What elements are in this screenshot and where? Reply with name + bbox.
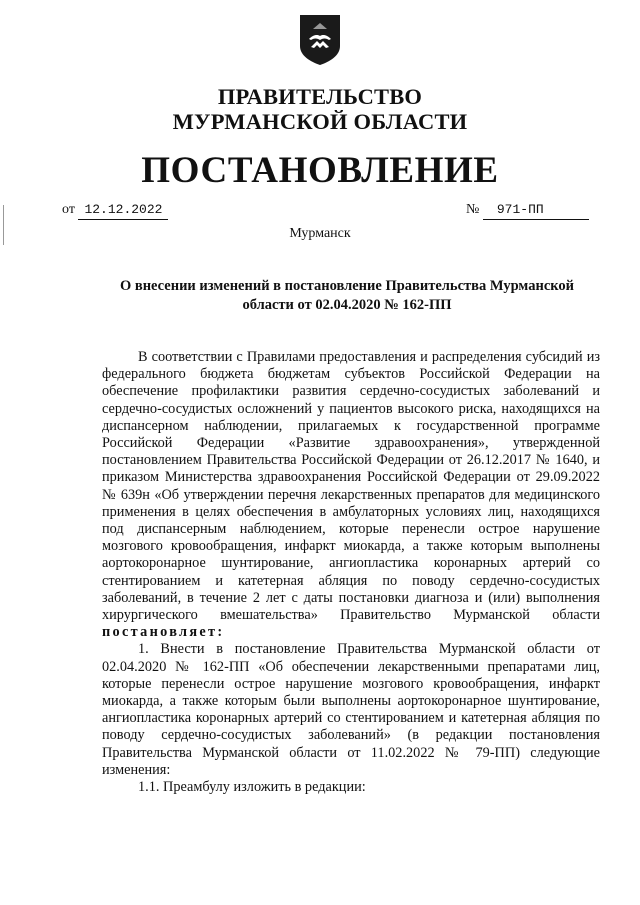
org-name-line1: ПРАВИТЕЛЬСТВО (217, 84, 423, 109)
resolves-word: постановляет (102, 624, 218, 641)
preamble-paragraph (102, 349, 600, 641)
resolves-colon: : (217, 624, 223, 641)
document-subject: О внесении изменений в постановление Правительства Мурманской области от 02.04.2020 № 162-ПП (119, 278, 575, 313)
org-name-line2: МУРМАНСКОЙ ОБЛАСТИ (172, 109, 468, 134)
preamble-text: В соответствии с Правилами предоставления и распределения субсидий из федерального бюджета бюджетам субъектов Российской Федерации на обеспечение профилактики развития сердечно-сосудистых заболеваний и сердечно-сосудистых осложнений у пациентов высокого риска, находящихся на диспансерном наблюдении, прилагаемых к государственной программе Российской Федерации «Развитие здравоохранения», утвержденной постановлением Правительства Российской Федерации от 26.12.2017 № 1640, и приказом Министерства здравоохранения Российской Федерации от 29.09.2022 № 639н «Об утверждении перечня лекарственных препаратов для медицинского применения в целях обеспечения в амбулаторных условиях лиц, находящихся под диспансерным наблюдением, которые перенесли острое нарушение мозгового кровообращения, инфаркт миокарда, а также которым выполнены аортокоронарное шунтирование, ангиопластика коронарных артерий со стентированием и катетерная абляция по поводу сердечно-сосудистых заболеваний, в течение 2 лет с даты постановки диагноза и (или) выполнения хирургического вмешательства» Правительство Мурманской области (102, 349, 600, 624)
date-prefix: от (62, 202, 75, 217)
city-name: Мурманск (289, 226, 351, 241)
number-prefix: № (466, 202, 480, 217)
document-body (102, 349, 600, 796)
item-1-paragraph: 1. Внести в постановление Правительства Мурманской области от 02.04.2020 № 162-ПП «Об обеспечении лекарственными препаратами лиц, которые перенесли острое нарушение мозгового кровообращения, инфаркт миокарда, а также которым были выполнены аортокоронарное шунтирование, ангиопластика коронарных артерий со стентированием и катетерная абляция по поводу сердечно-сосудистых заболеваний» (в редакции постановления Правительства Мурманской области от 11.02.2022 № 79-ПП) следующие изменения: (102, 641, 600, 778)
document-type-title: ПОСТАНОВЛЕНИЕ (141, 150, 499, 191)
date-value: 12.12.2022 (78, 201, 168, 220)
number-value: 971-ПП (483, 201, 589, 220)
document-number (466, 201, 589, 220)
item-1-1-paragraph: 1.1. Преамбулу изложить в редакции: (138, 779, 366, 796)
coat-of-arms-icon (299, 14, 341, 66)
document-date (62, 201, 168, 220)
